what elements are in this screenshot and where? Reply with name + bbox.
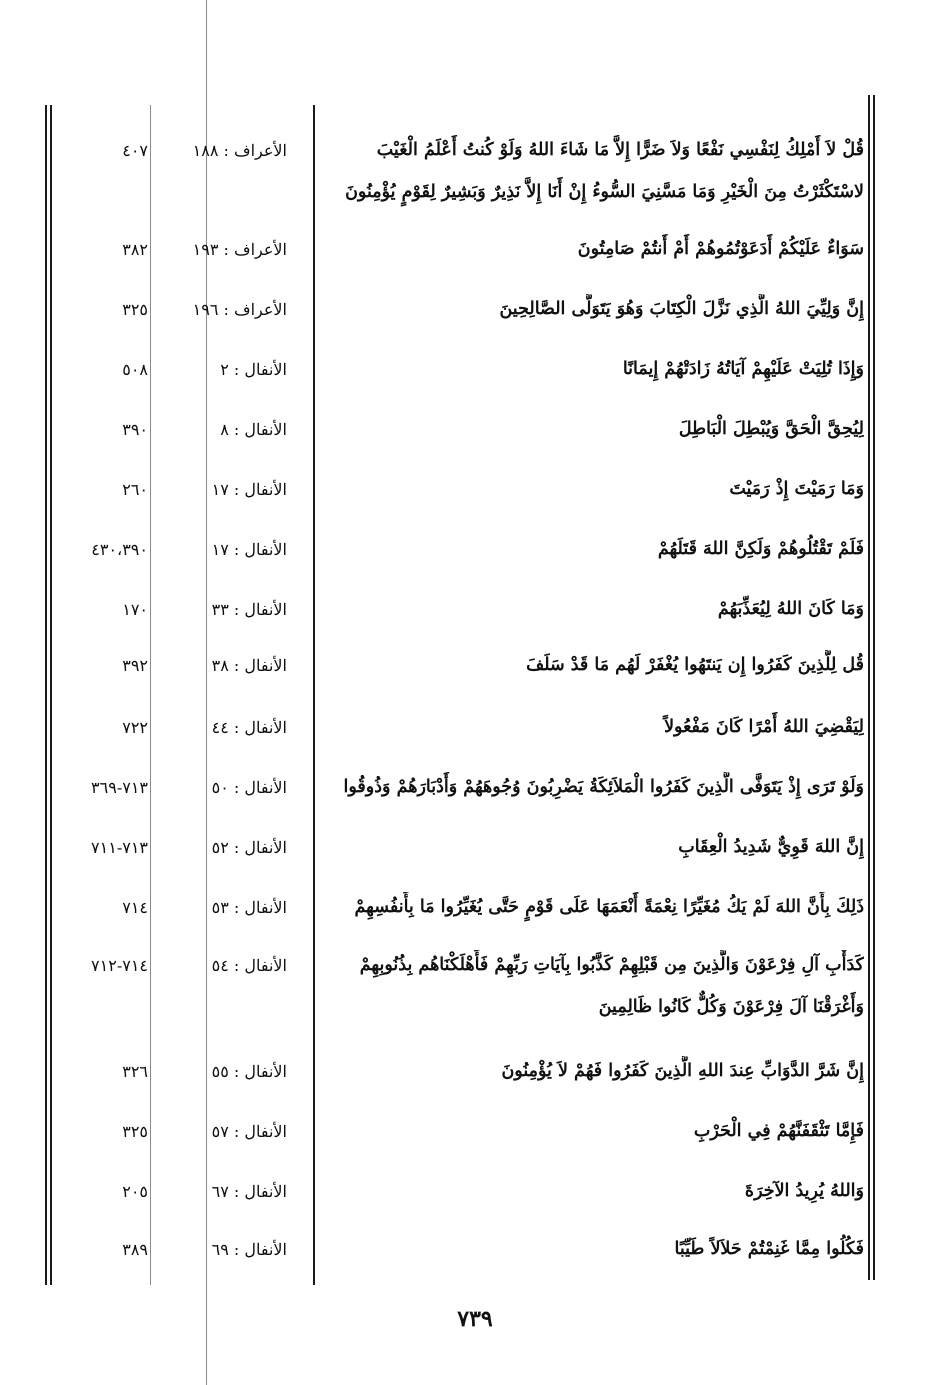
page-reference: ٤٣٠،٣٩٠: [91, 540, 148, 559]
page-reference: ٤٠٧: [122, 141, 148, 160]
verse-line: قُل لِلَّذِينَ كَفَرُوا إِن يَنتَهُوا يُغْفَرْ لَهُم مَا قَدْ سَلَفَ: [526, 655, 864, 675]
page-reference: ٧١٣-٧١١: [91, 838, 148, 857]
sura-reference: الأنفال : ٤٤: [211, 718, 287, 737]
page-reference: ٧٢٢: [122, 718, 148, 737]
verse-text: [320, 594, 864, 624]
page-reference: ٧١٤: [122, 898, 148, 917]
sura-reference: الأعراف : ١٩٣: [192, 240, 287, 259]
sura-reference: الأنفال : ٨: [220, 420, 287, 439]
verse-text: [320, 234, 864, 264]
page-number: ٧٣٩: [457, 1306, 493, 1332]
page-reference: ٧١٤-٧١٢: [91, 956, 148, 975]
page-reference: ٧١٣-٣٦٩: [91, 778, 148, 797]
page-reference: ٣٢٥: [122, 1122, 148, 1141]
verse-line: إِنَّ شَرَّ الدَّوَابِّ عِندَ اللهِ الَّذِينَ كَفَرُوا فَهُمْ لاَ يُؤْمِنُونَ: [501, 1061, 864, 1081]
sura-reference: الأنفال : ٥٢: [211, 838, 287, 857]
verse-line: قُلْ لاَ أَمْلِكُ لِنَفْسِي نَفْعًا وَلاَ ضَرًّا إِلاَّ مَا شَاءَ اللهُ وَلَوْ كُنتُ أَعْلَمُ الْغَيْبَ: [376, 140, 864, 160]
verse-line: فَكُلُوا مِمَّا غَنِمْتُمْ حَلاَلاً طَيِّبًا: [674, 1239, 864, 1259]
verse-text: [320, 534, 864, 564]
page-reference: ٣٢٥: [122, 300, 148, 319]
verse-line: وَأَغْرَقْنَا آلَ فِرْعَوْنَ وَكُلٌّ كَانُوا ظَالِمِينَ: [598, 997, 864, 1017]
page-reference: ١٧٠: [122, 600, 148, 619]
verse-line: فَلَمْ تَقْتُلُوهُمْ وَلَكِنَّ اللهَ قَتَلَهُمْ: [657, 539, 864, 559]
verse-text: [320, 650, 864, 680]
verse-text: [320, 712, 864, 742]
verse-text: [320, 1116, 864, 1146]
page-reference: ٣٩٢: [122, 656, 148, 675]
verse-line: لِيَقْضِيَ اللهُ أَمْرًا كَانَ مَفْعُولاً: [664, 717, 864, 737]
verse-line: لِيُحِقَّ الْحَقَّ وَيُبْطِلَ الْبَاطِلَ: [678, 419, 864, 439]
verse-text: [320, 772, 864, 802]
verse-line: كَدَأْبِ آلِ فِرْعَوْنَ وَالَّذِينَ مِن قَبْلِهِمْ كَذَّبُوا بِآيَاتِ رَبِّهِمْ فَأَهْلَكْنَاهُم بِذُنُوبِهِمْ: [359, 955, 864, 975]
sura-reference: الأنفال : ٦٧: [211, 1182, 287, 1201]
verse-line: وَإِذَا تُلِيَتْ عَلَيْهِمْ آيَاتُهُ زَادَتْهُمْ إِيمَانًا: [622, 359, 864, 379]
verse-line: فَإِمَّا تَثْقَفَنَّهُمْ فِي الْحَرْبِ: [693, 1121, 864, 1141]
verse-text: [320, 354, 864, 384]
verse-text: [320, 135, 864, 207]
page-reference: ٣٩٠: [122, 420, 148, 439]
sura-reference: الأنفال : ٥٥: [211, 1062, 287, 1081]
verse-text: [320, 1234, 864, 1264]
sura-reference: الأنفال : ١٧: [211, 540, 287, 559]
verse-line: إِنَّ وَلِيِّيَ اللهُ الَّذِي نَزَّلَ الْكِتَابَ وَهُوَ يَتَوَلَّى الصَّالِحِينَ: [499, 299, 864, 319]
sura-reference: الأنفال : ٥٠: [211, 778, 287, 797]
verse-text: [320, 892, 864, 922]
sura-reference: الأنفال : ١٧: [211, 480, 287, 499]
page-reference: ٣٨٢: [122, 240, 148, 259]
sura-reference: الأنفال : ٥٣: [211, 898, 287, 917]
verse-text: [320, 474, 864, 504]
page-reference: ٣٨٩: [122, 1240, 148, 1259]
sura-reference: الأنفال : ٥٧: [211, 1122, 287, 1141]
verse-line: وَمَا كَانَ اللهُ لِيُعَذِّبَهُمْ: [717, 599, 864, 619]
page-reference: ٢٦٠: [122, 480, 148, 499]
verse-text: [320, 294, 864, 324]
verse-text: [320, 414, 864, 444]
sura-reference: الأنفال : ٣٨: [211, 656, 287, 675]
verse-line: سَوَاءٌ عَلَيْكُمْ أَدَعَوْتُمُوهُمْ أَمْ أَنتُمْ صَامِتُونَ: [577, 239, 864, 259]
verse-text: [320, 832, 864, 862]
verse-line: لاسْتَكْثَرْتُ مِنَ الْخَيْرِ وَمَا مَسَّنِيَ السُّوءُ إِنْ أَنَا إِلاَّ نَذِيرٌ وَبَشِيرٌ لِقَوْمٍ يُؤْمِنُونَ: [345, 182, 864, 202]
verse-line: إِنَّ اللهَ قَوِيٌّ شَدِيدُ الْعِقَابِ: [678, 837, 864, 857]
sura-reference: الأعراف : ١٩٦: [192, 300, 287, 319]
sura-reference: الأنفال : ٥٤: [211, 956, 287, 975]
sura-reference: الأنفال : ٢: [220, 360, 287, 379]
page-reference: ٥٠٨: [122, 360, 148, 379]
page-reference: ٣٢٦: [122, 1062, 148, 1081]
verse-text: [320, 950, 864, 1022]
sura-reference: الأنفال : ٦٩: [211, 1240, 287, 1259]
verse-line: وَمَا رَمَيْتَ إِذْ رَمَيْتَ: [729, 479, 864, 499]
sura-reference: الأعراف : ١٨٨: [192, 141, 287, 160]
verse-line: وَاللهُ يُرِيدُ الآخِرَةَ: [744, 1181, 864, 1201]
sura-reference: الأنفال : ٣٣: [211, 600, 287, 619]
verse-line: ذَلِكَ بِأَنَّ اللهَ لَمْ يَكُ مُغَيِّرًا نِعْمَةً أَنْعَمَهَا عَلَى قَوْمٍ حَتَّى يُغَيِّرُوا مَا بِأَنفُسِهِمْ: [354, 897, 864, 917]
verse-text: [320, 1176, 864, 1206]
page-reference: ٢٠٥: [122, 1182, 148, 1201]
verse-text: [320, 1056, 864, 1086]
verse-line: وَلَوْ تَرَى إِذْ يَتَوَفَّى الَّذِينَ كَفَرُوا الْمَلاَئِكَةُ يَضْرِبُونَ وُجُوهَهُمْ وَأَدْبَارَهُمْ وَذُوقُوا: [343, 777, 864, 797]
